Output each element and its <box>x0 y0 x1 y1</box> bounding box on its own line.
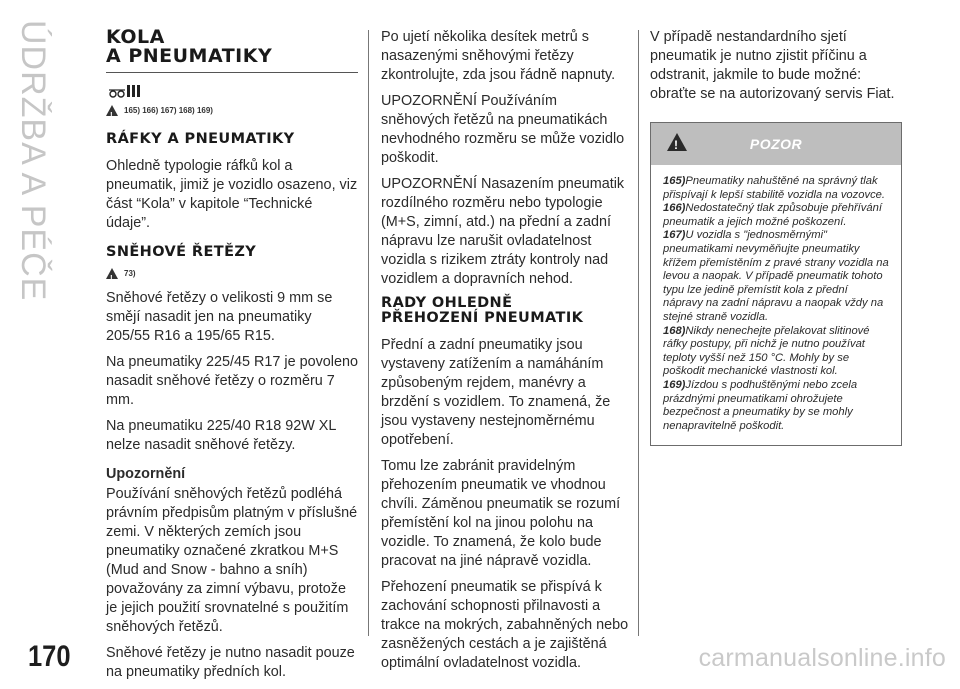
note-text: Pneumatiky nahuštěné na správný tlak přispívají k lepší stabilitě vozidla na vozovce. <box>663 175 885 201</box>
note-text: Nedostatečný tlak způsobuje přehřívání pneumatik a jejich možné poškození. <box>663 202 882 228</box>
note-text: U vozidla s "jednosměrnými" pneumatikami nevyměňujte pneumatiky křížem přemístěním z pravé strany vozidla na levou a naopak. V případě pneumatik tohoto typu lze jedině přemístit kola z přední nápravy na zadní nápravu a naopak vždy na stejné straně vozidla. <box>663 229 889 323</box>
note-label: Upozornění <box>106 466 186 482</box>
chains-paragraph-1: Sněhové řetězy o velikosti 9 mm se smějí nasadit jen na pneumatiky 205/55 R16 a 195/65 R15. <box>106 290 333 344</box>
chains-paragraph-2: Na pneumatiky 225/45 R17 je povoleno nasadit sněhové řetězy o rozměru 7 mm. <box>106 354 359 408</box>
page-number: 170 <box>28 640 71 673</box>
rotation-heading-line1: RADY OHLEDNĚ <box>381 295 513 311</box>
caution-note <box>663 229 889 324</box>
column-1 <box>106 28 358 689</box>
note-number: 168) <box>663 324 686 337</box>
chapter-rule <box>106 72 358 73</box>
col2-paragraph-1: Po ujetí několika desítek metrů s nasazenými sněhovými řetězy zkontrolujte, zda jsou řádně napnuty. <box>381 29 616 83</box>
chapter-title <box>106 28 358 66</box>
note-number: 166) <box>663 202 686 215</box>
chains-paragraph-3: Na pneumatiku 225/40 R18 92W XL nelze nasadit sněhové řetězy. <box>106 418 336 453</box>
col3-paragraph-1: V případě nestandardního sjetí pneumatik je nutno zjistit příčinu a odstranit, jakmile to bude možné: obraťte se na autorizovaný servis Fiat. <box>650 29 895 102</box>
chapter-title-line2: A PNEUMATIKY <box>106 45 273 67</box>
note-number: 169) <box>663 378 686 391</box>
col2-paragraph-4: Přední a zadní pneumatiky jsou vystaveny zatížením a namáháním způsobeným rejdem, manévry a brzdění s vozidlem. To znamená, že jsou vystaveny nestejnoměrnému opotřebení. <box>381 337 611 448</box>
note-text: Jízdou s podhuštěnými nebo zcela prázdnými pneumatikami ohrožujete bezpečnost a pneumatiky by se mohly nenapravitelně poškodit. <box>663 378 858 432</box>
rotation-heading-line2: PŘEHOZENÍ PNEUMATIK <box>381 310 584 326</box>
caution-note <box>663 175 889 202</box>
caution-note <box>663 202 889 229</box>
col2-paragraph-6: Přehození pneumatik se přispívá k zachování schopnosti přilnavosti a trakce na mokrých, zabahněných nebo zasněžených cestách a je zajištěná optimální ovladatelnost vozidla. <box>381 579 629 671</box>
col2-paragraph-2: UPOZORNĚNÍ Používáním sněhových řetězů na pneumatikách nevhodného rozměru se může vozidlo poškodit. <box>381 93 625 166</box>
rims-heading: RÁFKY A PNEUMATIKY <box>106 131 295 147</box>
column-3 <box>650 28 900 446</box>
warning-triangle-icon <box>106 268 118 279</box>
chains-paragraph-5: Sněhové řetězy je nutno nasadit pouze na pneumatiky předních kol. <box>106 645 355 680</box>
column-2 <box>381 28 629 680</box>
warning-refs <box>106 101 358 120</box>
rims-text: Ohledně typologie ráfků kol a pneumatik, jimiž je vozidlo osazeno, viz část “Kola” v kapitole “Technické údaje”. <box>106 158 358 231</box>
warning-triangle-icon <box>106 105 118 116</box>
warning-triangle-icon <box>667 133 687 151</box>
caution-box <box>650 122 902 446</box>
watermark: carmanualsonline.info <box>698 644 946 672</box>
chapter-side-title: ÚDRŽBA A PÉČE <box>14 20 52 302</box>
column-divider-2 <box>638 30 639 636</box>
note-number: 165) <box>663 175 686 187</box>
col2-paragraph-5: Tomu lze zabránit pravidelným přehozením pneumatik ve vhodnou chvíli. Záměnou pneumatik se rozumí přemístění kol na jinou polohu na vozidle. To znamená, že kolo bude pracovat na jiné nápravě vozidla. <box>381 458 621 569</box>
rotation-heading <box>381 296 629 326</box>
caution-title: POZOR <box>749 135 803 152</box>
warning-refs-text: 165) 166) 167) 168) 169) <box>124 106 213 115</box>
caution-note <box>663 379 889 433</box>
caution-body <box>651 165 901 445</box>
chains-paragraph-4: Používání sněhových řetězů podléhá právním předpisům platným v příslušné zemi. V některých zemích jsou pneumatiky označené zkratkou M+S (Mud and Snow - bahno a sníh) považovány za zimní výbavu, protože je jejich použití srovnatelné s použitím sněhových řetězů. <box>106 486 358 635</box>
col2-paragraph-3: UPOZORNĚNÍ Nasazením pneumatik rozdílného rozměru nebo typologie (M+S, zimní, atd.) na přední a zadní nápravu lze narušit ovladatelnost vozidla s rizikem ztráty kontroly nad vozidlem a dopravních nehod. <box>381 176 625 287</box>
chains-refs-text: 73) <box>124 269 136 278</box>
chains-refs <box>106 264 358 283</box>
snow-chains-heading: SNĚHOVÉ ŘETĚZY <box>106 244 257 260</box>
column-divider-1 <box>368 30 369 636</box>
chapter-title-line1: KOLA <box>106 26 165 48</box>
note-number: 167) <box>663 229 686 242</box>
chapter-side-tab <box>0 0 86 678</box>
note-text: Nikdy nenechejte přelakovat slitinové ráfky postupy, při nichž je nutno používat teploty vyšší než 150 °C. Mohly by se poškodit mechanické vlastnosti kol. <box>663 324 870 378</box>
caution-header <box>651 123 901 165</box>
caution-note <box>663 325 889 379</box>
tyre-chain-icon <box>108 83 358 99</box>
